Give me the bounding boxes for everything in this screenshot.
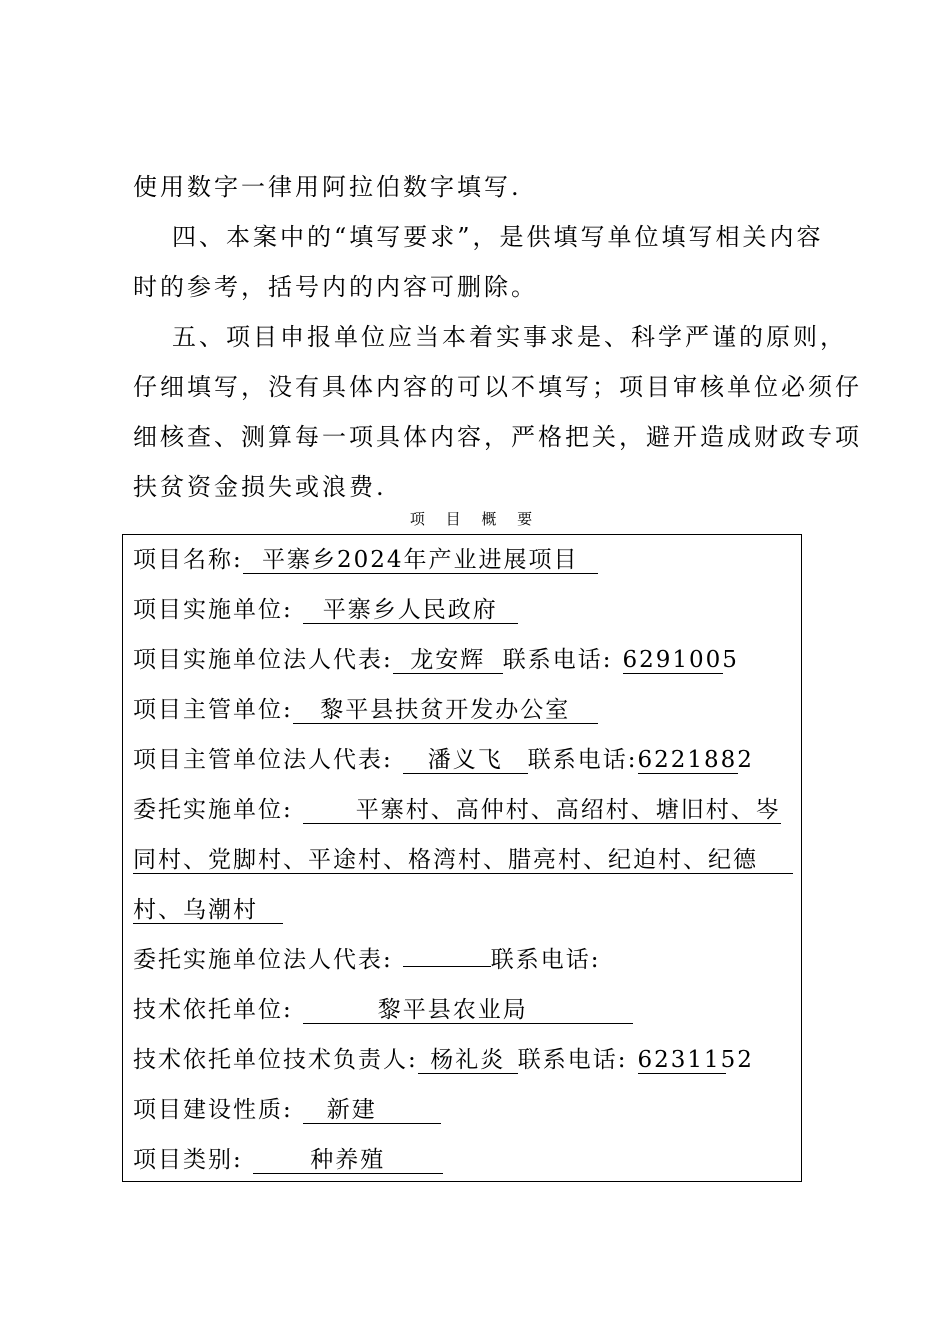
- nature-row: [133, 1095, 441, 1125]
- entrusted-row-3: [133, 895, 283, 925]
- impl-phone-label: 联系电话:: [502, 647, 613, 673]
- entrusted-label: 委托实施单位:: [133, 797, 293, 823]
- project-name-label: 项目名称:: [133, 547, 243, 573]
- tech-phone-value: 6231152: [637, 1047, 754, 1073]
- tech-lead-value: 杨礼炎: [418, 1047, 518, 1074]
- nature-value: [303, 1097, 441, 1124]
- category-value: 种养殖: [253, 1147, 443, 1174]
- impl-rep-label: 项目实施单位法人代表:: [133, 647, 393, 673]
- entrusted-rep-label: 委托实施单位法人代表:: [133, 947, 393, 973]
- entrusted-value-line-1: 平寨村、高仲村、高绍村、塘旧村、岑: [303, 797, 781, 824]
- entrusted-phone-label: 联系电话:: [490, 947, 601, 973]
- entrusted-rep-value: [403, 966, 491, 967]
- impl-rep-row: [133, 645, 739, 675]
- overview-caption: 项 目 概 要: [409, 510, 541, 528]
- mgr-unit-value: 黎平县扶贫开发办公室: [293, 697, 598, 724]
- entrusted-rep-row: [133, 945, 601, 975]
- impl-unit-label: 项目实施单位:: [133, 597, 293, 623]
- impl-phone-value: 6291005: [622, 647, 739, 673]
- tech-unit-label: 技术依托单位:: [133, 997, 293, 1023]
- impl-unit-row: [133, 595, 518, 625]
- impl-unit-value: 平寨乡人民政府: [303, 597, 518, 624]
- mgr-rep-label: 项目主管单位法人代表:: [133, 747, 393, 773]
- entrusted-row-2: [133, 845, 793, 875]
- item-4-line-2: 时的参考，括号内的内容可删除。: [133, 273, 538, 301]
- impl-rep-value: 龙安辉: [393, 647, 503, 674]
- mgr-unit-row: [133, 695, 598, 725]
- entrusted-value-line-2: 同村、党脚村、平途村、格湾村、腊亮村、纪迫村、纪德: [133, 847, 793, 874]
- entrusted-value-line-3: 村、乌潮村: [133, 897, 283, 924]
- tech-unit-value: [303, 997, 633, 1024]
- intro-line-1: 使用数字一律用阿拉伯数字填写.: [133, 173, 522, 201]
- tech-lead-label: 技术依托单位技术负责人:: [133, 1047, 418, 1073]
- nature-label: 项目建设性质:: [133, 1097, 293, 1123]
- mgr-rep-row: [133, 745, 754, 775]
- category-label: 项目类别:: [133, 1147, 243, 1173]
- tech-unit-text: 黎平县农业局: [377, 997, 528, 1023]
- tech-phone-label: 联系电话:: [517, 1047, 628, 1073]
- item-5-line-3: 细核查、测算每一项具体内容，严格把关，避开造成财政专项: [133, 423, 862, 451]
- project-name-value: 平寨乡2024年产业进展项目: [243, 547, 598, 574]
- nature-text: 新建: [326, 1097, 377, 1123]
- item-5-line-4: 扶贫资金损失或浪费.: [133, 473, 387, 501]
- item-4-line-1: 四、本案中的“填写要求”，是供填写单位填写相关内容: [172, 223, 824, 251]
- item-5-line-2: 仔细填写，没有具体内容的可以不填写；项目审核单位必须仔: [133, 373, 862, 401]
- category-row: [133, 1145, 443, 1175]
- mgr-unit-label: 项目主管单位:: [133, 697, 293, 723]
- tech-unit-row: [133, 995, 633, 1025]
- mgr-phone-value: 6221882: [637, 747, 754, 773]
- entrusted-row-1: [133, 795, 781, 825]
- project-name-row: [133, 545, 598, 575]
- tech-lead-row: [133, 1045, 754, 1075]
- mgr-rep-value: 潘义飞: [403, 747, 528, 774]
- item-5-line-1: 五、项目申报单位应当本着实事求是、科学严谨的原则，: [172, 323, 847, 351]
- mgr-phone-label: 联系电话:: [527, 747, 638, 773]
